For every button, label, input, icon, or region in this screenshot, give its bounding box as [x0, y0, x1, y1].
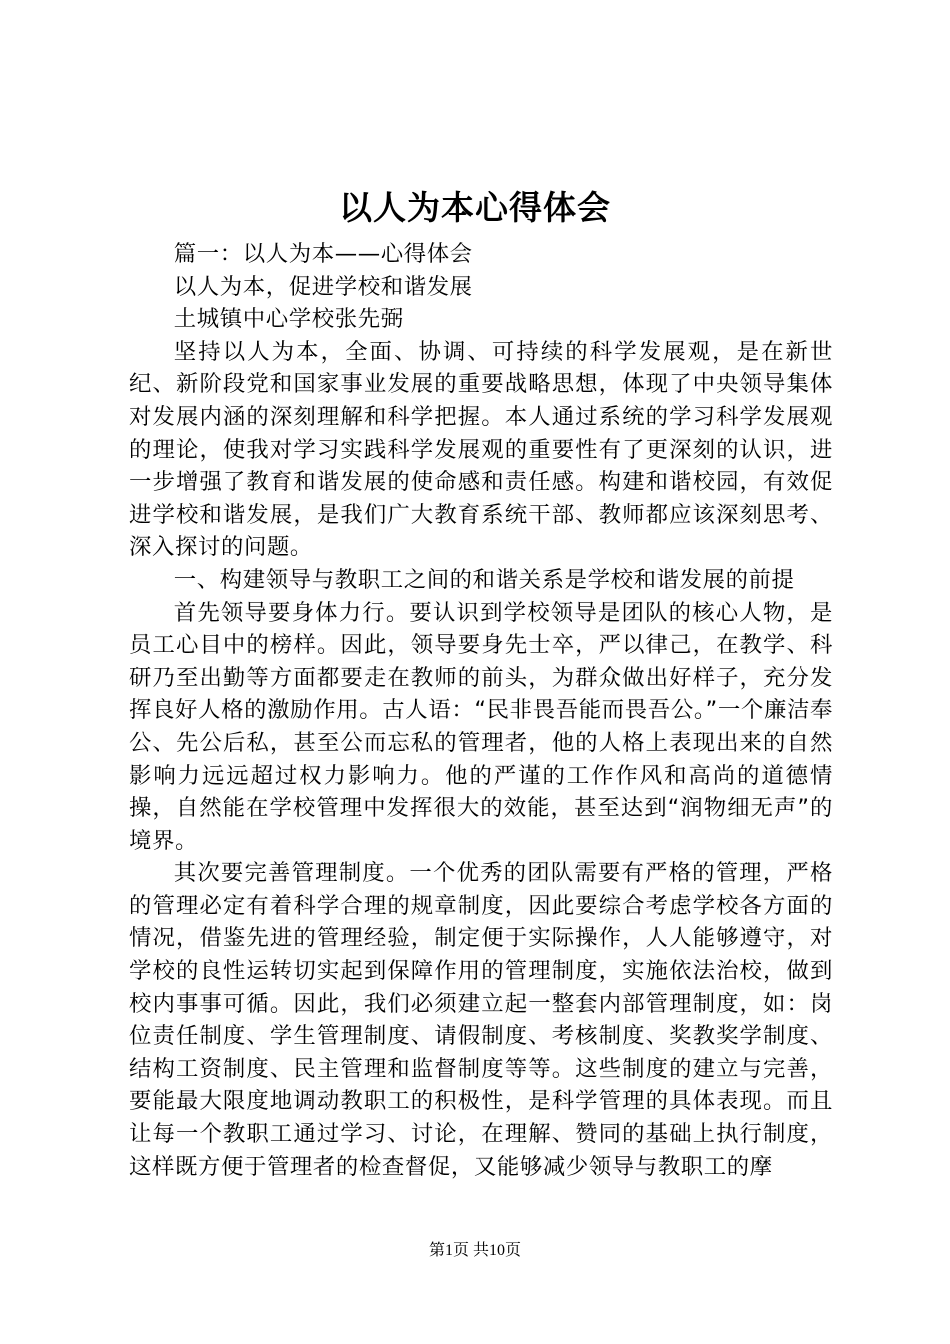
document-title: 以人为本心得体会 — [339, 188, 611, 227]
section-heading: 篇一：以人为本——心得体会 — [173, 241, 473, 267]
page-footer: 第1页 共10页 — [428, 1242, 521, 1259]
article-title: 以人为本，促进学校和谐发展 — [173, 273, 473, 300]
document-body — [129, 238, 833, 1183]
paragraph: 首先领导要身体力行。要认识到学校领导是团队的核心人物，是员工心目中的榜样。因此，领导要身先士卒，严以律己，在教学、科研乃至出勤等方面都要走在教师的前头，为群众做出好样子，充分发挥良好人格的激励作用。古人语：“民非畏吾能而畏吾公。”一个廉洁奉公、先公后私，甚至公而忘私的管理者，他的人格上表现出来的自然影响力远远超过权力影响力。他的严谨的工作作风和高尚的道德情操，自然能在学校管理中发挥很大的效能，甚至达到“润物细无声”的境界。 — [129, 599, 833, 854]
paragraph: 其次要完善管理制度。一个优秀的团队需要有严格的管理，严格的管理必定有着科学合理的规章制度，因此要综合考虑学校各方面的情况，借鉴先进的管理经验，制定便于实际操作，人人能够遵守，对学校的良性运转切实起到保障作用的管理制度，实施依法治校，做到校内事事可循。因此，我们必须建立起一整套内部管理制度，如：岗位责任制度、学生管理制度、请假制度、考核制度、奖教奖学制度、结构工资制度、民主管理和监督制度等等。这些制度的建立与完善，要能最大限度地调动教职工的积极性，是科学管理的具体表现。而且让每一个教职工通过学习、讨论，在理解、赞同的基础上执行制度，这样既方便于管理者的检查督促，又能够减少领导与教职工的摩 — [129, 860, 833, 1180]
paragraph: 坚持以人为本，全面、协调、可持续的科学发展观，是在新世纪、新阶段党和国家事业发展的重要战略思想，体现了中央领导集体对发展内涵的深刻理解和科学把握。本人通过系统的学习科学发展观的理论，使我对学习实践科学发展观的重要性有了更深刻的认识，进一步增强了教育和谐发展的使命感和责任感。构建和谐校园，有效促进学校和谐发展，是我们广大教育系统干部、教师都应该深刻思考、深入探讨的问题。 — [129, 338, 833, 561]
author-line: 土城镇中心学校张先弼 — [173, 306, 404, 333]
subheading: 一、构建领导与教职工之间的和谐关系是学校和谐发展的前提 — [173, 566, 795, 593]
